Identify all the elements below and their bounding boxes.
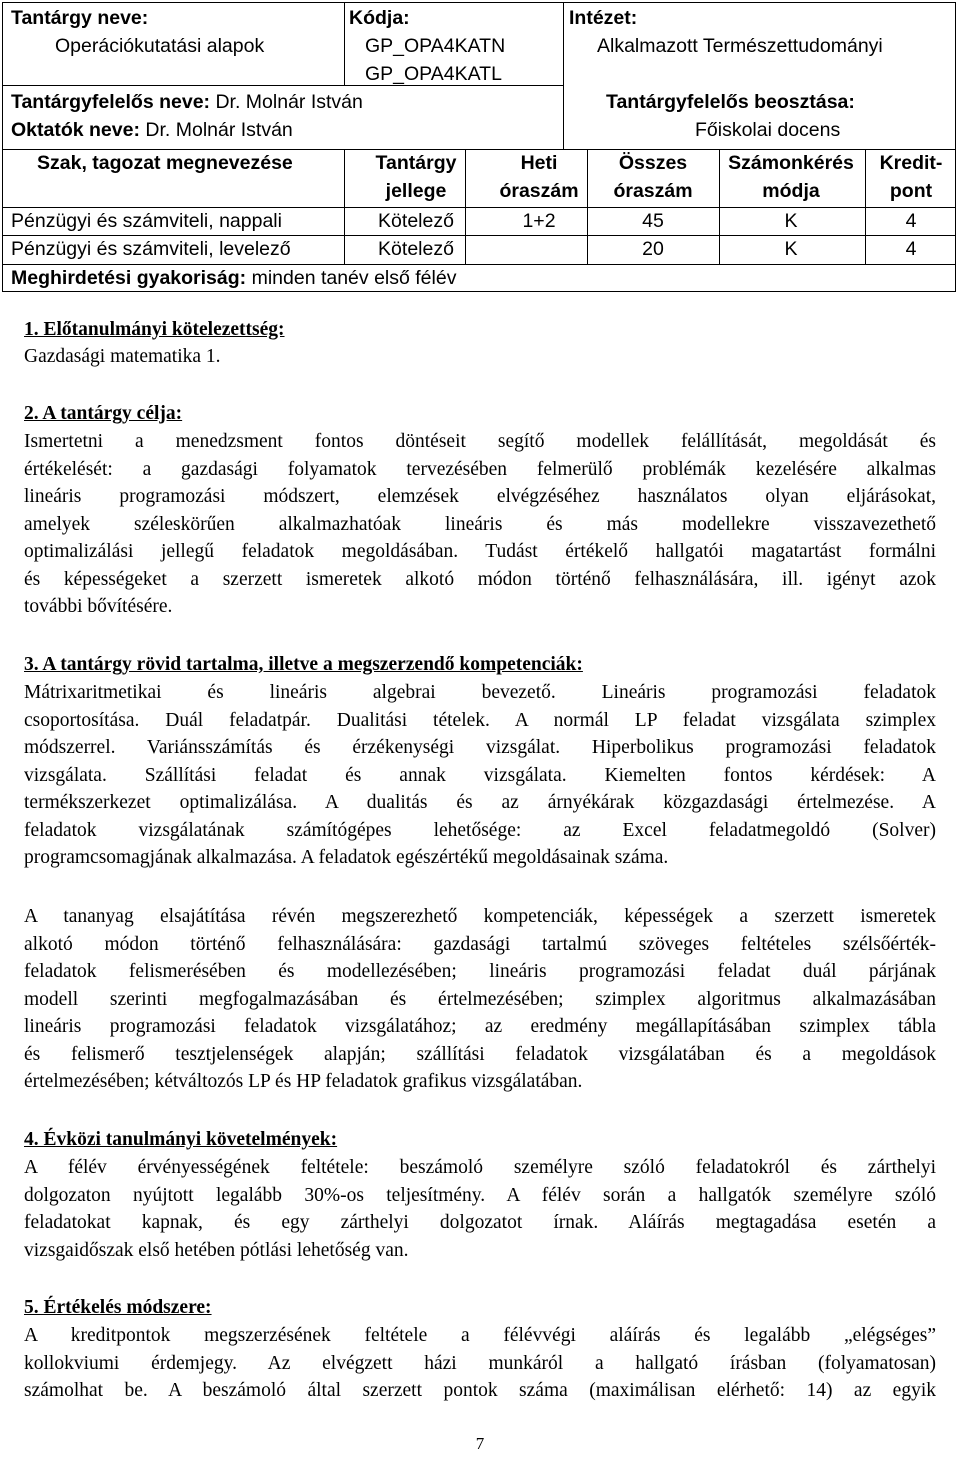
col-major: Szak, tagozat megnevezése <box>37 152 293 174</box>
table-rule <box>344 3 345 85</box>
text-line: Ismertetni a menedzsment fontos döntéseit segítő modellek felállítását, megoldását és <box>24 431 936 452</box>
text-line: termékszerkezet optimalizálása. A dualitás és az árnyékárak közgazdasági értelmezése. A <box>24 792 936 813</box>
text-line: további bővítésére. <box>24 596 173 617</box>
text-line: vizsgaidőszak első hetében pótlási lehetőség van. <box>24 1239 409 1261</box>
row-total: 45 <box>642 210 664 232</box>
col-type: jellege <box>385 180 447 202</box>
table-rule <box>344 149 345 264</box>
text-line: dolgozaton nyújtott legalább 30%-os teljesítmény. A félév során a hallgatók személyre szóló <box>24 1184 936 1206</box>
text-line: lineáris programozási módszert, elemzések elvégzéséhez használatos olyan eljárásokat, <box>24 486 936 507</box>
col-credit: Kredit- <box>879 152 943 174</box>
text-line: A kreditpontok megszerzésének feltétele a félévvégi aláírás és legalább „elégséges” <box>24 1325 936 1346</box>
table-rule <box>563 3 564 149</box>
text-line: feladatokat kapnak, és egy zárthelyi dolgozatot írnak. Aláírás megtagadása esetén a <box>24 1212 936 1233</box>
subject-name: Operációkutatási alapok <box>55 35 265 57</box>
institute-label: Intézet: <box>569 7 638 29</box>
section-5-title: 5. Értékelés módszere: <box>24 1297 212 1318</box>
table-rule <box>865 149 866 264</box>
text-line: kollokviumi érdemjegy. Az elvégzett házi munkáról a hallgató írásban (folyamatosan) <box>24 1352 936 1374</box>
row-credit: 4 <box>905 210 917 232</box>
col-total: Összes <box>618 152 688 174</box>
text-line: vizsgálata. Szállítási feladat és annak vizsgálata. Kiemelten fontos kérdések: A <box>24 764 936 786</box>
responsible-line <box>11 93 363 113</box>
competencies-body <box>24 903 936 1096</box>
table-rule <box>3 264 955 265</box>
text-line: számolhat be. A beszámoló által szerzett pontok száma (maximálisan elérhető: 14) az egyik <box>24 1380 936 1401</box>
col-type: Tantárgy <box>375 152 457 174</box>
text-line: értékelését: a gazdasági folyamatok tervezésében felmerülő problémák kezelésére alkalmas <box>24 458 936 480</box>
text-line: feladatok vizsgálatának számítógépes lehetősége: az Excel feladatmegoldó (Solver) <box>24 819 936 841</box>
text-line: értelmezésében; kétváltozós LP és HP feladatok grafikus vizsgálatában. <box>24 1071 583 1092</box>
text-line: Mátrixaritmetikai és lineáris algebrai bevezető. Lineáris programozási feladatok <box>24 682 936 703</box>
row-major: Pénzügyi és számviteli, levelező <box>11 238 291 260</box>
frequency-line <box>11 269 456 289</box>
table-rule <box>3 235 955 236</box>
frequency-label: Meghirdetési gyakoriság: <box>11 267 247 289</box>
text-line: csoportosítása. Duál feladatpár. Dualitási tételek. A normál LP feladat vizsgálata szimplex <box>24 709 936 731</box>
course-code: GP_OPA4KATL <box>365 63 502 85</box>
institute-name: Alkalmazott Természettudományi <box>597 35 883 57</box>
responsible-label: Tantárgyfelelős neve: <box>11 91 211 113</box>
row-type: Kötelező <box>378 210 454 232</box>
instructors-name: Dr. Molnár István <box>145 119 293 141</box>
section-3-title: 3. A tantárgy rövid tartalma, illetve a megszerzendő kompetenciák: <box>24 654 583 675</box>
section-5-body <box>24 1322 936 1405</box>
table-rule <box>465 149 466 264</box>
section-4-body <box>24 1154 936 1264</box>
page-number: 7 <box>475 1434 485 1453</box>
section-3-body <box>24 679 936 872</box>
text-line: és képességeket a szerzett ismeretek alkotó módon történő felhasználására, ill. igényt azok <box>24 568 936 590</box>
responsible-name: Dr. Molnár István <box>215 91 363 113</box>
col-total: óraszám <box>613 180 693 202</box>
subject-name-label: Tantárgy neve: <box>11 7 149 29</box>
col-weekly: Heti <box>520 152 558 174</box>
section-2-body <box>24 428 936 621</box>
row-exam: K <box>784 238 798 260</box>
frequency-value: minden tanév első félév <box>251 267 457 289</box>
text-line: optimalizálási jellegű feladatok megoldásában. Tudást értékelő hallgatói magatartást formálni <box>24 541 936 562</box>
col-exam: Számonkérés <box>728 152 854 174</box>
text-line: módszerrel. Variánsszámítás és érzékenységi vizsgálat. Hiperbolikus programozási feladatok <box>24 737 936 758</box>
table-rule <box>3 149 955 150</box>
section-1-text: Gazdasági matematika 1. <box>24 346 221 367</box>
position-label: Tantárgyfelelős beosztása: <box>606 91 855 113</box>
row-major: Pénzügyi és számviteli, nappali <box>11 210 282 232</box>
text-line: modell szerinti megfogalmazásában és értelmezésében; szimplex algoritmus alkalmazásában <box>24 988 936 1010</box>
col-exam: módja <box>762 180 820 202</box>
row-total: 20 <box>642 238 664 260</box>
section-1-title: 1. Előtanulmányi kötelezettség: <box>24 319 285 340</box>
row-weekly: 1+2 <box>522 210 556 232</box>
code-label: Kódja: <box>349 7 410 29</box>
col-weekly: óraszám <box>499 180 579 202</box>
table-rule <box>587 149 588 264</box>
section-2-title: 2. A tantárgy célja: <box>24 403 183 424</box>
instructors-line <box>11 121 293 141</box>
text-line: programcsomagjának alkalmazása. A feladatok egészértékű megoldásainak száma. <box>24 847 669 868</box>
text-line: A félév érvényességének feltétele: beszámoló személyre szóló feladatokról és zárthelyi <box>24 1157 936 1178</box>
table-rule <box>3 207 955 208</box>
section-4-title: 4. Évközi tanulmányi követelmények: <box>24 1129 338 1150</box>
col-credit: pont <box>889 180 933 202</box>
position-value: Főiskolai docens <box>695 119 841 141</box>
row-credit: 4 <box>905 238 917 260</box>
row-type: Kötelező <box>378 238 454 260</box>
text-line: alkotó módon történő felhasználására: gazdasági tartalmú szöveges feltételes szélsőérték- <box>24 933 936 955</box>
text-line: amelyek széleskörűen alkalmazhatóak lineáris és más modellekre visszavezethető <box>24 513 936 535</box>
text-line: lineáris programozási feladatok vizsgálatához; az eredmény megállapításában szimplex tábla <box>24 1016 936 1037</box>
table-rule <box>719 149 720 264</box>
instructors-label: Oktatók neve: <box>11 119 140 141</box>
text-line: feladatok felismerésében és modellezésében; lineáris programozási feladat duál párjának <box>24 961 936 982</box>
row-exam: K <box>784 210 798 232</box>
text-line: és felismerő tesztjelenségek alapján; szállítási feladatok vizsgálatában és a megoldások <box>24 1043 936 1065</box>
text-line: A tananyag elsajátítása révén megszerezhető kompetenciák, képességek a szerzett ismeretek <box>24 906 936 927</box>
course-info-table <box>2 2 956 292</box>
course-code: GP_OPA4KATN <box>365 35 506 57</box>
table-rule <box>3 85 563 86</box>
